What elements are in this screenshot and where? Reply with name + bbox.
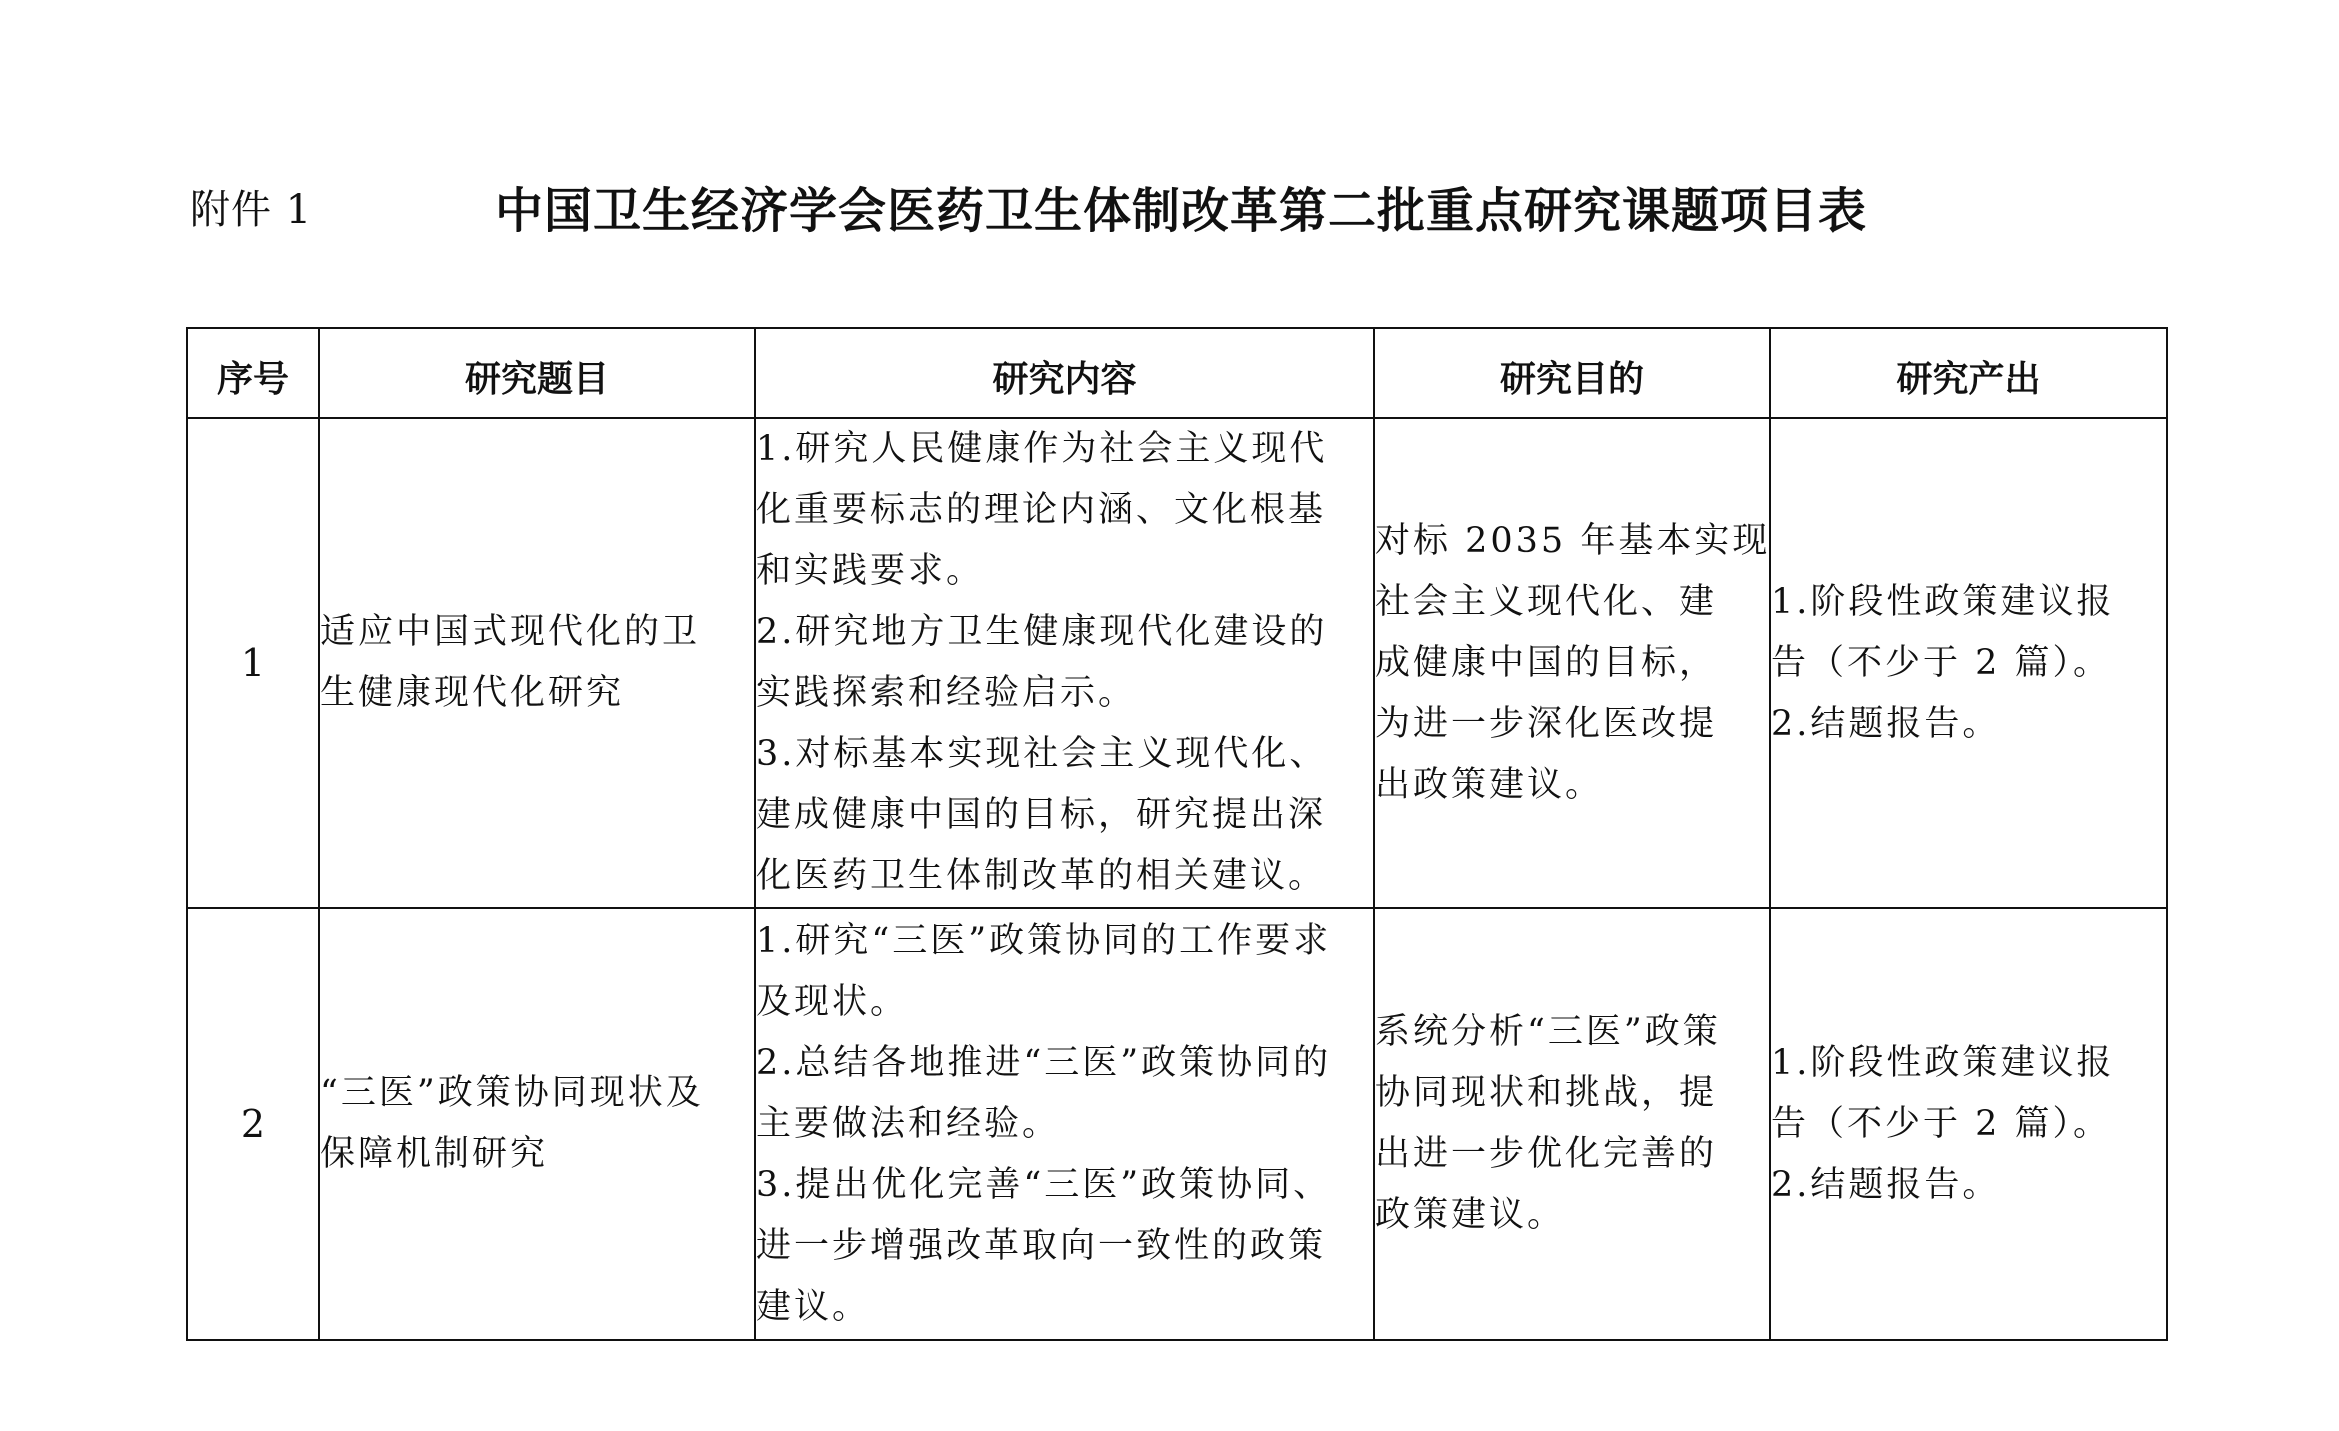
column-header-topic: 研究题目 xyxy=(319,328,755,418)
column-header-no: 序号 xyxy=(187,328,319,418)
text-line: 建成健康中国的目标，研究提出深 xyxy=(756,795,1327,835)
row-number: 2 xyxy=(187,908,319,1340)
text-line: 化医药卫生体制改革的相关建议。 xyxy=(756,856,1327,896)
text-line: 3.对标基本实现社会主义现代化、 xyxy=(756,734,1328,774)
research-purpose xyxy=(1374,418,1770,908)
column-header-content: 研究内容 xyxy=(755,328,1374,418)
text-line: 成健康中国的目标， xyxy=(1375,642,1718,683)
table-row xyxy=(187,908,2167,1340)
text-line: 2.研究地方卫生健康现代化建设的 xyxy=(756,612,1328,652)
text-line: 和实践要求。 xyxy=(756,551,985,591)
text-line: 2.结题报告。 xyxy=(1771,1164,2001,1205)
research-topic xyxy=(319,418,755,908)
research-topic xyxy=(319,908,755,1340)
text-line: 出进一步优化完善的 xyxy=(1375,1134,1718,1174)
text-line: 出政策建议。 xyxy=(1375,764,1604,805)
text-line: 3.提出优化完善“三医”政策协同、 xyxy=(756,1164,1332,1205)
text-line: 2.结题报告。 xyxy=(1771,703,2001,744)
text-line: 对标 2035 年基本实现 xyxy=(1375,520,1771,561)
text-line: 1.研究“三医”政策协同的工作要求 xyxy=(756,920,1332,961)
text-line: 及现状。 xyxy=(756,981,909,1022)
research-content xyxy=(755,908,1374,1340)
research-output xyxy=(1770,418,2167,908)
text-line: 政策建议。 xyxy=(1375,1195,1566,1235)
text-line: “三医”政策协同现状及 xyxy=(320,1073,704,1113)
document-header xyxy=(0,168,2339,248)
text-line: 实践探索和经验启示。 xyxy=(756,673,1137,713)
text-line: 建议。 xyxy=(756,1286,871,1327)
table-header-row xyxy=(187,328,2167,418)
project-table xyxy=(186,327,2168,1341)
research-content xyxy=(755,418,1374,908)
text-line: 系统分析“三医”政策 xyxy=(1375,1012,1721,1052)
text-line: 社会主义现代化、建 xyxy=(1375,581,1718,622)
text-line: 适应中国式现代化的卫 xyxy=(320,612,701,652)
text-line: 告（不少于 2 篇）。 xyxy=(1771,642,2112,683)
text-line: 告（不少于 2 篇）。 xyxy=(1771,1103,2112,1144)
text-line: 协同现状和挑战，提 xyxy=(1375,1073,1718,1113)
text-line: 保障机制研究 xyxy=(320,1134,549,1174)
text-line: 1.研究人民健康作为社会主义现代 xyxy=(756,429,1328,469)
text-line: 进一步增强改革取向一致性的政策 xyxy=(756,1225,1327,1266)
text-line: 1.阶段性政策建议报 xyxy=(1771,581,2115,622)
column-header-output: 研究产出 xyxy=(1770,328,2167,418)
text-line: 2.总结各地推进“三医”政策协同的 xyxy=(756,1042,1332,1083)
column-header-purpose: 研究目的 xyxy=(1374,328,1770,418)
attachment-label: 附件 1 xyxy=(190,187,313,233)
table-row xyxy=(187,418,2167,908)
row-number: 1 xyxy=(187,418,319,908)
research-output xyxy=(1770,908,2167,1340)
text-line: 主要做法和经验。 xyxy=(756,1103,1061,1144)
research-purpose xyxy=(1374,908,1770,1340)
text-line: 生健康现代化研究 xyxy=(320,673,625,713)
text-line: 1.阶段性政策建议报 xyxy=(1771,1042,2115,1083)
text-line: 化重要标志的理论内涵、文化根基 xyxy=(756,490,1327,530)
text-line: 为进一步深化医改提 xyxy=(1375,703,1718,744)
document-title: 中国卫生经济学会医药卫生体制改革第二批重点研究课题项目表 xyxy=(495,183,1868,239)
